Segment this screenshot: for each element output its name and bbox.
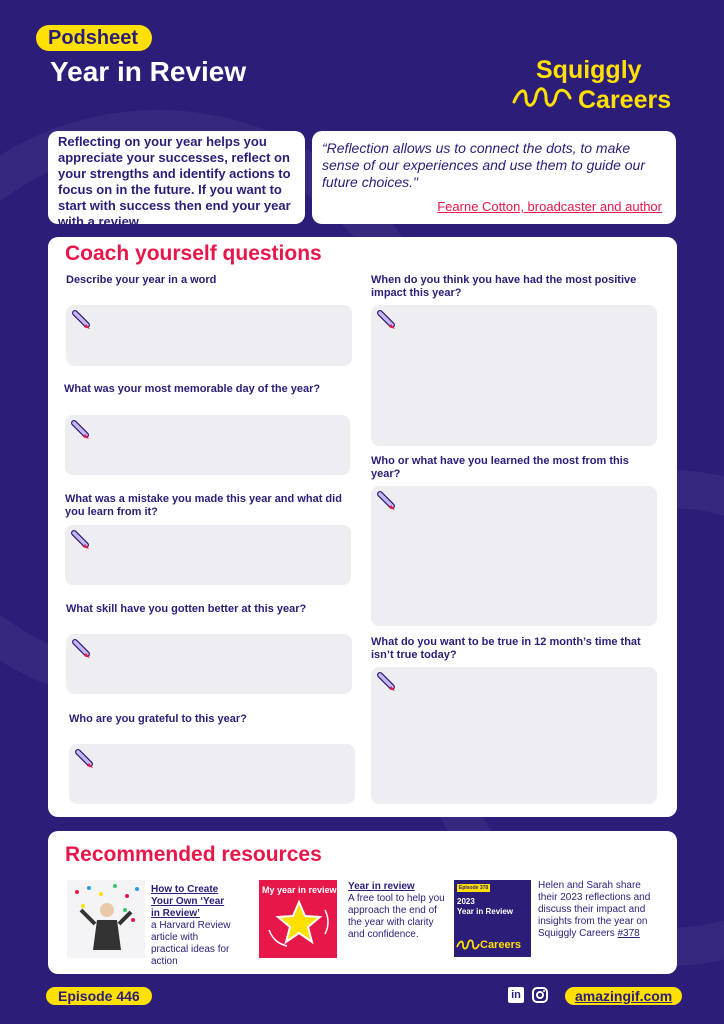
resources-card [48,831,677,974]
squiggle-icon [512,84,578,112]
harvard-resource-desc: a Harvard Review article with practical ideas for action [151,920,231,967]
episode-378-resource-text [538,880,658,940]
answer-field[interactable] [371,486,657,626]
answer-field[interactable] [371,305,657,446]
pencil-icon [377,671,397,693]
episode-378-link[interactable]: #378 [617,928,640,939]
question-label: Who are you grateful to this year? [69,713,247,725]
squiggly-careers-logo [512,56,682,114]
episode-378-image[interactable] [454,880,531,957]
answer-field[interactable] [371,667,657,804]
page-title: Year in Review [50,56,247,87]
pencil-icon [377,490,397,512]
question-label: Describe your year in a word [66,274,217,286]
year-in-review-tool-image[interactable] [259,880,337,958]
logo-text-line1: Squiggly [536,56,642,84]
question-label: Who or what have you learned the most from this year? [371,455,629,480]
episode-378-thumb-year: 2023 [457,897,475,906]
year-in-review-resource-title[interactable]: Year in review [348,881,415,892]
logo-text-line2: Careers [578,86,672,114]
coach-questions-card [48,237,677,817]
pencil-icon [72,638,92,660]
answer-field[interactable] [66,305,352,366]
answer-field[interactable] [69,744,355,804]
question-label: What skill have you gotten better at this year? [66,603,307,615]
squiggle-icon [456,938,480,952]
year-in-review-resource-desc: A free tool to help you approach the end of the year with clarity and confidence. [348,893,445,940]
answer-field[interactable] [66,634,352,694]
question-label: What was your most memorable day of the year? [64,383,321,395]
quote-text: “Reflection allows us to connect the dots, to make sense of our experiences and use them to guide our future choices." [322,140,645,190]
harvard-resource-text[interactable] [151,884,231,968]
quote-author-link[interactable]: Fearne Cotton, broadcaster and author [437,199,662,214]
website-link[interactable]: amazingif.com [565,987,682,1005]
question-label: What was a mistake you made this year and what did you learn from it? [65,493,342,518]
harvard-article-image[interactable] [67,880,145,958]
episode-378-resource-desc: Helen and Sarah share their 2023 reflections and discuss their impact and insights from the year on Squiggly Careers [538,880,651,939]
podsheet-badge: Podsheet [36,25,152,51]
year-in-review-thumb-text: My year in review [262,885,337,895]
pencil-icon [71,419,91,441]
pencil-icon [377,309,397,331]
answer-field[interactable] [65,415,350,475]
answer-field[interactable] [65,525,351,585]
harvard-resource-title[interactable]: How to Create Your Own ‘Year in Review’ [151,884,225,919]
episode-378-thumb-ep: Episode 378 [459,885,489,891]
question-label: When do you think you have had the most positive impact this year? [371,274,637,299]
pencil-icon [71,529,91,551]
resources-heading: Recommended resources [65,843,322,866]
pencil-icon [72,309,92,331]
episode-badge: Episode 446 [46,987,152,1005]
episode-378-thumb-brand: Careers [480,939,521,951]
episode-378-thumb-title: Year in Review [457,907,514,916]
instagram-icon[interactable] [532,987,548,1003]
linkedin-icon[interactable]: in [508,987,524,1003]
pencil-icon [75,748,95,770]
intro-card [48,131,305,229]
coach-heading: Coach yourself questions [65,242,322,265]
quote-card [312,131,676,224]
question-label: What do you want to be true in 12 month’s time that isn’t true today? [371,636,641,661]
year-in-review-resource-text[interactable] [348,881,448,941]
intro-text: Reflecting on your year helps you appreciate your successes, reflect on your strengths and identify actions to focus on in the future. If you want to start with success then end your year with a review. [58,134,291,229]
